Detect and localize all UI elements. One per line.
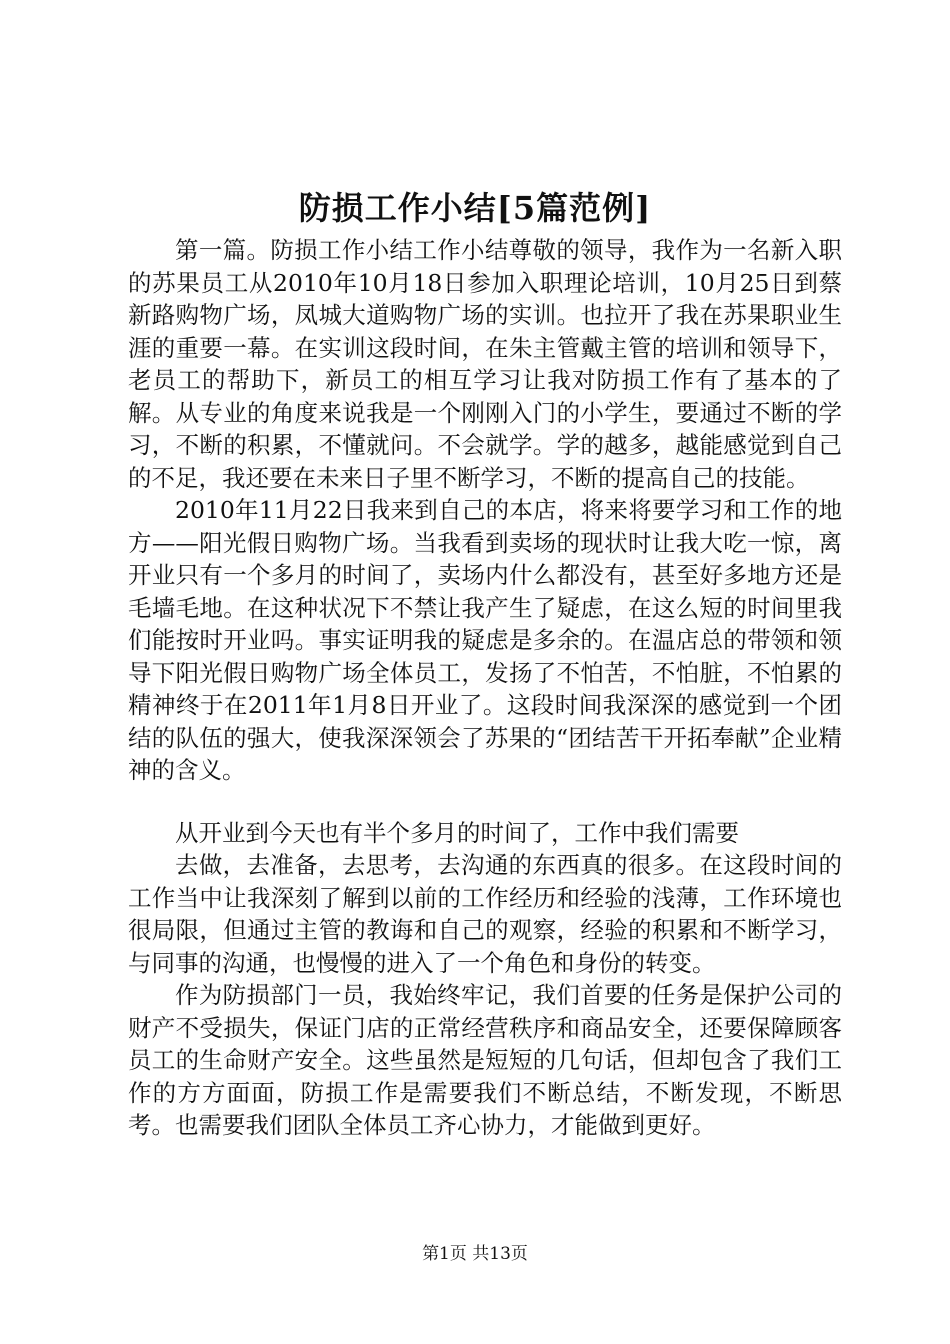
document-title: 防损工作小结[5篇范例] (298, 189, 652, 227)
document-body (128, 234, 842, 1142)
page-number-footer: 第1页 共13页 (422, 1244, 528, 1264)
paragraph-4: 去做，去准备，去思考，去沟通的东西真的很多。在这段时间的工作当中让我深刻了解到以前的工作经历和经验的浅薄，工作环境也很局限，但通过主管的教诲和自己的观察，经验的积累和不断学习，与同事的沟通，也慢慢的进入了一个角色和身份的转变。 (128, 851, 842, 977)
paragraph-3: 从开业到今天也有半个多月的时间了，工作中我们需要 (175, 818, 739, 847)
paragraph-1: 第一篇。防损工作小结工作小结尊敬的领导，我作为一名新入职的苏果员工从2010年10月18日参加入职理论培训，10月25日到蔡新路购物广场，凤城大道购物广场的实训。也拉开了我在苏果职业生涯的重要一幕。在实训这段时间，在朱主管戴主管的培训和领导下，老员工的帮助下，新员工的相互学习让我对防损工作有了基本的了解。从专业的角度来说我是一个刚刚入门的小学生，要通过不断的学习，不断的积累，不懂就问。不会就学。学的越多，越能感觉到自己的不足，我还要在未来日子里不断学习，不断的提高自己的技能。 (128, 236, 842, 492)
paragraph-5: 作为防损部门一员，我始终牢记，我们首要的任务是保护公司的财产不受损失，保证门店的正常经营秩序和商品安全，还要保障顾客员工的生命财产安全。这些虽然是短短的几句话，但却包含了我们工作的方方面面，防损工作是需要我们不断总结，不断发现，不断思考。也需要我们团队全体员工齐心协力，才能做到更好。 (128, 981, 842, 1139)
paragraph-2: 2010年11月22日我来到自己的本店，将来将要学习和工作的地方——阳光假日购物广场。当我看到卖场的现状时让我大吃一惊，离开业只有一个多月的时间了，卖场内什么都没有，甚至好多地方还是毛墙毛地。在这种状况下不禁让我产生了疑虑，在这么短的时间里我们能按时开业吗。事实证明我的疑虑是多余的。在温店总的带领和领导下阳光假日购物广场全体员工，发扬了不怕苦，不怕脏，不怕累的精神终于在2011年1月8日开业了。这段时间我深深的感觉到一个团结的队伍的强大，使我深深领会了苏果的“团结苦干开拓奉献”企业精神的含义。 (128, 496, 842, 784)
